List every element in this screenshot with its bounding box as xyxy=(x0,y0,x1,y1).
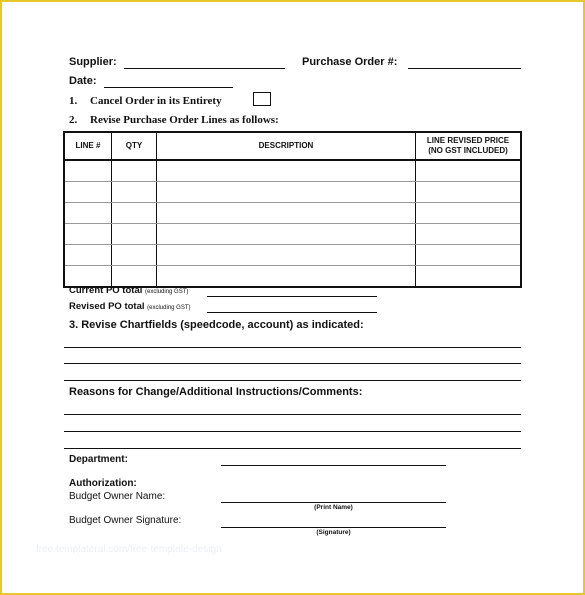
supplier-label: Supplier: xyxy=(69,56,117,68)
budget-owner-signature-label: Budget Owner Signature: xyxy=(69,515,182,526)
order-lines-table xyxy=(63,131,522,288)
table-cell[interactable] xyxy=(416,203,522,224)
table-cell[interactable] xyxy=(416,266,522,288)
chartfields-heading: 3. Revise Chartfields (speedcode, account) as indicated: xyxy=(69,319,364,331)
current-po-total-text: Current PO total xyxy=(69,285,143,296)
table-cell[interactable] xyxy=(157,182,416,203)
current-excluding-gst: (excluding GST) xyxy=(145,289,189,295)
department-field[interactable] xyxy=(221,465,446,466)
current-po-total-label xyxy=(69,285,188,296)
table-cell[interactable] xyxy=(112,160,157,182)
table-cell[interactable] xyxy=(416,224,522,245)
date-field[interactable] xyxy=(104,87,233,88)
table-row xyxy=(64,245,521,266)
reasons-line-2[interactable] xyxy=(64,431,521,432)
cancel-order-checkbox[interactable] xyxy=(253,92,271,106)
watermark: free.templateral.com/free-template-design xyxy=(36,544,222,555)
print-name-caption: (Print Name) xyxy=(314,504,353,511)
table-cell[interactable] xyxy=(64,203,112,224)
budget-owner-signature-field[interactable] xyxy=(221,527,446,528)
table-cell[interactable] xyxy=(64,245,112,266)
table-row xyxy=(64,160,521,182)
table-cell[interactable] xyxy=(64,224,112,245)
table-cell[interactable] xyxy=(157,266,416,288)
purchase-order-label: Purchase Order #: xyxy=(302,56,398,68)
reasons-line-3[interactable] xyxy=(64,448,521,449)
current-po-total-field[interactable] xyxy=(207,296,377,297)
revised-po-total-text: Revised PO total xyxy=(69,301,145,312)
table-cell[interactable] xyxy=(157,224,416,245)
price-header-line2: (NO GST INCLUDED) xyxy=(428,146,508,155)
table-cell[interactable] xyxy=(416,245,522,266)
department-label: Department: xyxy=(69,454,128,465)
price-header-line1: LINE REVISED PRICE xyxy=(426,136,510,145)
table-cell[interactable] xyxy=(112,224,157,245)
reasons-line-1[interactable] xyxy=(64,414,521,415)
revised-po-total-label xyxy=(69,301,191,312)
table-cell[interactable] xyxy=(112,245,157,266)
authorization-label: Authorization: xyxy=(69,478,137,489)
chartfields-line-1[interactable] xyxy=(64,347,521,348)
table-cell[interactable] xyxy=(112,266,157,288)
budget-owner-name-label: Budget Owner Name: xyxy=(69,491,166,502)
table-cell[interactable] xyxy=(416,160,522,182)
option-2-number: 2. xyxy=(69,114,78,126)
table-row xyxy=(64,203,521,224)
option-1-number: 1. xyxy=(69,95,78,107)
table-row xyxy=(64,224,521,245)
chartfields-line-3[interactable] xyxy=(64,380,521,381)
column-header-qty: QTY xyxy=(112,132,157,160)
table-cell[interactable] xyxy=(64,160,112,182)
date-label: Date: xyxy=(69,75,97,87)
budget-owner-name-field[interactable] xyxy=(221,502,446,503)
table-row xyxy=(64,266,521,288)
table-cell[interactable] xyxy=(112,203,157,224)
purchase-order-field[interactable] xyxy=(408,68,521,69)
table-cell[interactable] xyxy=(157,160,416,182)
table-cell[interactable] xyxy=(64,182,112,203)
cancel-order-label: Cancel Order in its Entirety xyxy=(90,95,222,107)
reasons-heading: Reasons for Change/Additional Instructions/Comments: xyxy=(69,386,363,398)
revised-excluding-gst: (excluding GST) xyxy=(147,305,191,311)
revise-lines-label: Revise Purchase Order Lines as follows: xyxy=(90,114,279,126)
revised-po-total-field[interactable] xyxy=(207,312,377,313)
column-header-line: LINE # xyxy=(64,132,112,160)
table-row xyxy=(64,182,521,203)
chartfields-line-2[interactable] xyxy=(64,363,521,364)
table-cell[interactable] xyxy=(416,182,522,203)
column-header-description: DESCRIPTION xyxy=(157,132,416,160)
table-cell[interactable] xyxy=(112,182,157,203)
signature-caption: (Signature) xyxy=(316,529,351,536)
column-header-price xyxy=(416,132,522,160)
table-cell[interactable] xyxy=(157,245,416,266)
table-cell[interactable] xyxy=(157,203,416,224)
table-cell[interactable] xyxy=(64,266,112,288)
supplier-field[interactable] xyxy=(124,68,285,69)
